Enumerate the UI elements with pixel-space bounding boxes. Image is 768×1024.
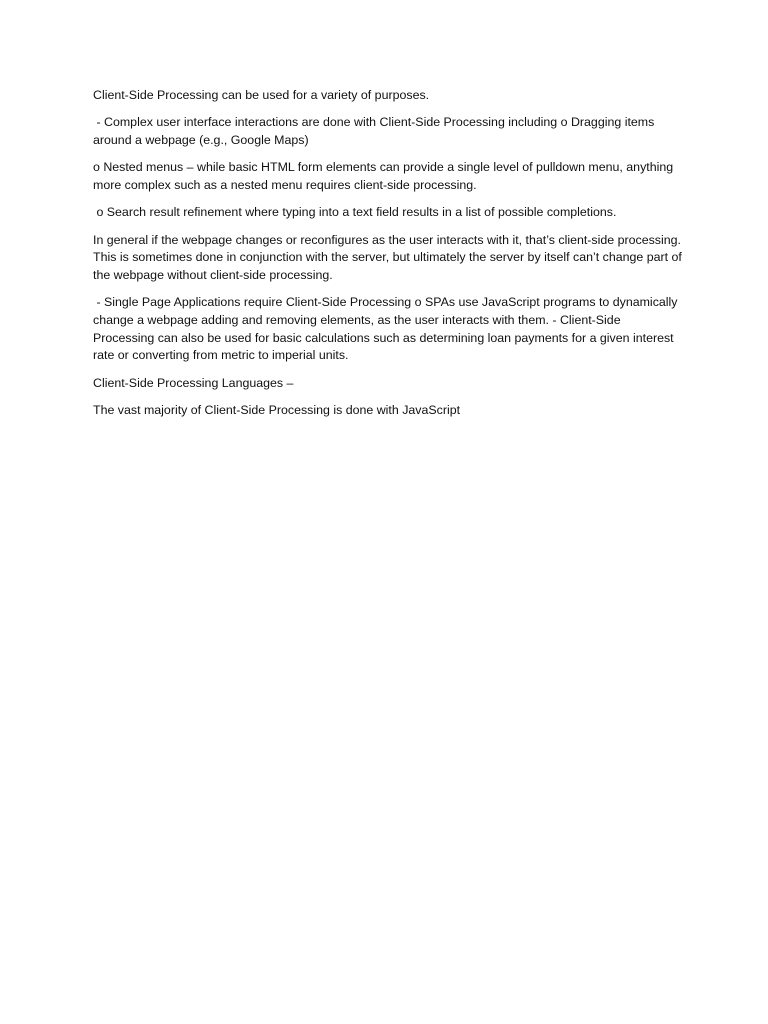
paragraph-complex-ui: - Complex user interface interactions are done with Client-Side Processing including o Dragging items around a webpage (e.g., Google Maps) bbox=[93, 115, 655, 147]
paragraph-nested-menus: o Nested menus – while basic HTML form elements can provide a single level of pulldown menu, anything more complex such as a nested menu requires client-side processing. bbox=[93, 160, 674, 192]
paragraph-search-refinement: o Search result refinement where typing into a text field results in a list of possible completions. bbox=[93, 205, 617, 220]
paragraph-spa: - Single Page Applications require Client-Side Processing o SPAs use JavaScript programs to dynamically change a webpage adding and removing elements, as the user interacts with them. - Client-Side Processing can also be used for basic calculations such as determining loan payments for a given interest rate or converting from metric to imperial units. bbox=[93, 295, 678, 363]
document-body bbox=[93, 87, 683, 429]
paragraph-javascript: The vast majority of Client-Side Processing is done with JavaScript bbox=[93, 402, 461, 417]
paragraph-general: In general if the webpage changes or reconfigures as the user interacts with it, that’s client-side processing. This is sometimes done in conjunction with the server, but ultimately the server by itself can’t change part of the webpage without client-side processing. bbox=[93, 232, 682, 282]
paragraph-intro: Client-Side Processing can be used for a variety of purposes. bbox=[93, 88, 430, 102]
paragraph-languages-heading: Client-Side Processing Languages – bbox=[93, 375, 294, 390]
